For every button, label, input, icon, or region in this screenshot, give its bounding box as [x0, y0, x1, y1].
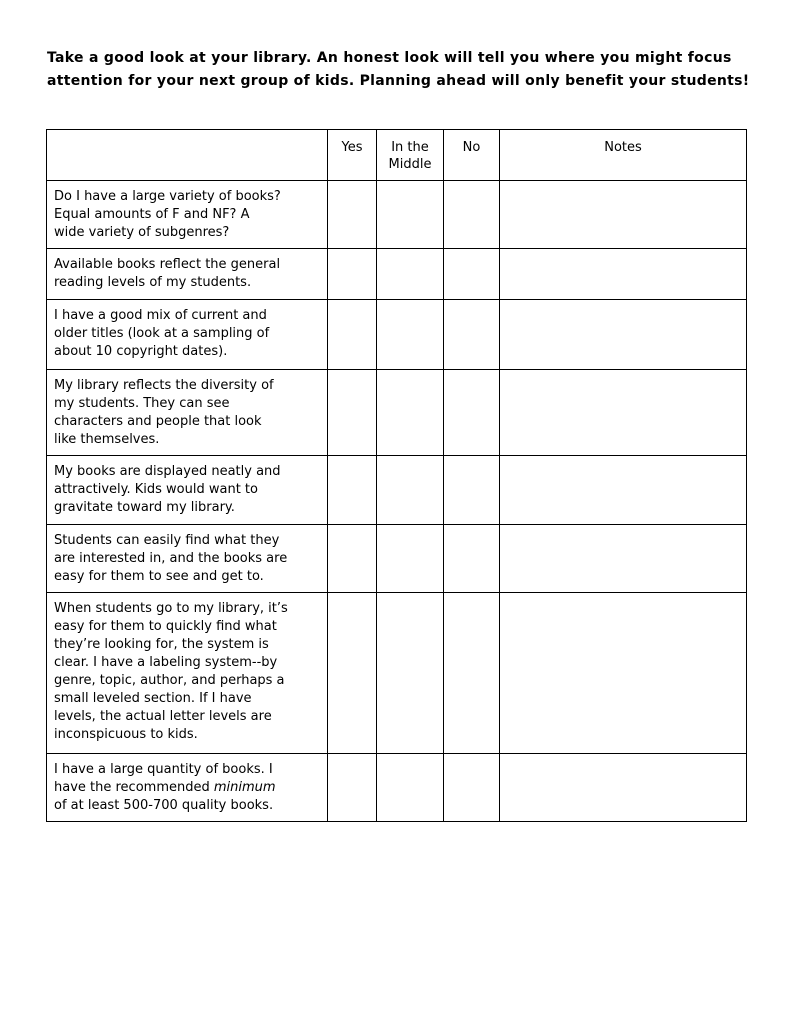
header-yes: Yes [328, 130, 377, 181]
statement-line: My library reflects the diversity of [54, 378, 274, 393]
notes-cell[interactable] [500, 593, 747, 754]
statement-line: Students can easily find what they [54, 533, 280, 548]
notes-cell[interactable] [500, 456, 747, 525]
statement-line: clear. I have a labeling system--by [54, 655, 278, 670]
header-middle-line-2: Middle [388, 157, 432, 172]
no-cell[interactable] [444, 525, 500, 593]
statement-line: When students go to my library, it’s [54, 601, 288, 616]
table-row [47, 525, 747, 593]
notes-cell[interactable] [500, 754, 747, 822]
header-statement [47, 130, 328, 181]
statement-line: about 10 copyright dates). [54, 344, 228, 359]
statement-line: wide variety of subgenres? [54, 225, 230, 240]
statement-line: Available books reflect the general [54, 257, 281, 272]
header-middle-line-1: In the [391, 140, 429, 155]
statement-line: like themselves. [54, 432, 160, 447]
statement-line: attractively. Kids would want to [54, 482, 258, 497]
statement-line: my students. They can see [54, 396, 230, 411]
notes-cell[interactable] [500, 370, 747, 456]
middle-cell[interactable] [377, 525, 444, 593]
statement-line: Equal amounts of F and NF? A [54, 207, 250, 222]
statement-cell [47, 593, 328, 754]
table-row [47, 300, 747, 370]
middle-cell[interactable] [377, 300, 444, 370]
notes-cell[interactable] [500, 249, 747, 300]
statement-cell [47, 181, 328, 249]
yes-cell[interactable] [328, 300, 377, 370]
statement-cell [47, 525, 328, 593]
statement-line: reading levels of my students. [54, 275, 252, 290]
header-notes: Notes [500, 130, 747, 181]
middle-cell[interactable] [377, 593, 444, 754]
statement-line: levels, the actual letter levels are [54, 709, 272, 724]
table-row [47, 456, 747, 525]
middle-cell[interactable] [377, 370, 444, 456]
statement-cell [47, 300, 328, 370]
emphasis-minimum: minimum [213, 780, 276, 795]
notes-cell[interactable] [500, 181, 747, 249]
statement-line: are interested in, and the books are [54, 551, 288, 566]
header-in-the-middle [377, 130, 444, 181]
header-row [47, 130, 747, 181]
table-row [47, 249, 747, 300]
no-cell[interactable] [444, 456, 500, 525]
statement-line: My books are displayed neatly and [54, 464, 281, 479]
table-row [47, 593, 747, 754]
yes-cell[interactable] [328, 754, 377, 822]
no-cell[interactable] [444, 249, 500, 300]
table-row [47, 754, 747, 822]
table-row [47, 370, 747, 456]
statement-line: they’re looking for, the system is [54, 637, 269, 652]
no-cell[interactable] [444, 593, 500, 754]
statement-cell [47, 754, 328, 822]
statement-fragment: have the recommended [54, 780, 214, 795]
library-checklist-table [46, 129, 747, 822]
statement-line [54, 779, 321, 797]
statement-line: Do I have a large variety of books? [54, 189, 281, 204]
yes-cell[interactable] [328, 249, 377, 300]
intro-line-1: Take a good look at your library. An honest look will tell you where you might focus [47, 50, 732, 66]
statement-line: inconspicuous to kids. [54, 727, 198, 742]
yes-cell[interactable] [328, 593, 377, 754]
yes-cell[interactable] [328, 456, 377, 525]
notes-cell[interactable] [500, 525, 747, 593]
table-row [47, 181, 747, 249]
yes-cell[interactable] [328, 370, 377, 456]
intro-line-2: attention for your next group of kids. Planning ahead will only benefit your students! [47, 73, 750, 89]
no-cell[interactable] [444, 754, 500, 822]
no-cell[interactable] [444, 300, 500, 370]
no-cell[interactable] [444, 181, 500, 249]
intro-text [47, 47, 757, 93]
middle-cell[interactable] [377, 249, 444, 300]
statement-line: small leveled section. If I have [54, 691, 252, 706]
statement-cell [47, 249, 328, 300]
middle-cell[interactable] [377, 456, 444, 525]
yes-cell[interactable] [328, 525, 377, 593]
statement-line: gravitate toward my library. [54, 500, 235, 515]
statement-cell [47, 456, 328, 525]
statement-line: easy for them to see and get to. [54, 569, 264, 584]
statement-line: of at least 500-700 quality books. [54, 798, 274, 813]
statement-line: I have a large quantity of books. I [54, 762, 273, 777]
yes-cell[interactable] [328, 181, 377, 249]
statement-line: easy for them to quickly find what [54, 619, 277, 634]
middle-cell[interactable] [377, 754, 444, 822]
statement-line: older titles (look at a sampling of [54, 326, 270, 341]
statement-line: I have a good mix of current and [54, 308, 267, 323]
statement-line: genre, topic, author, and perhaps a [54, 673, 285, 688]
statement-line: characters and people that look [54, 414, 262, 429]
notes-cell[interactable] [500, 300, 747, 370]
no-cell[interactable] [444, 370, 500, 456]
statement-cell [47, 370, 328, 456]
middle-cell[interactable] [377, 181, 444, 249]
header-no: No [444, 130, 500, 181]
